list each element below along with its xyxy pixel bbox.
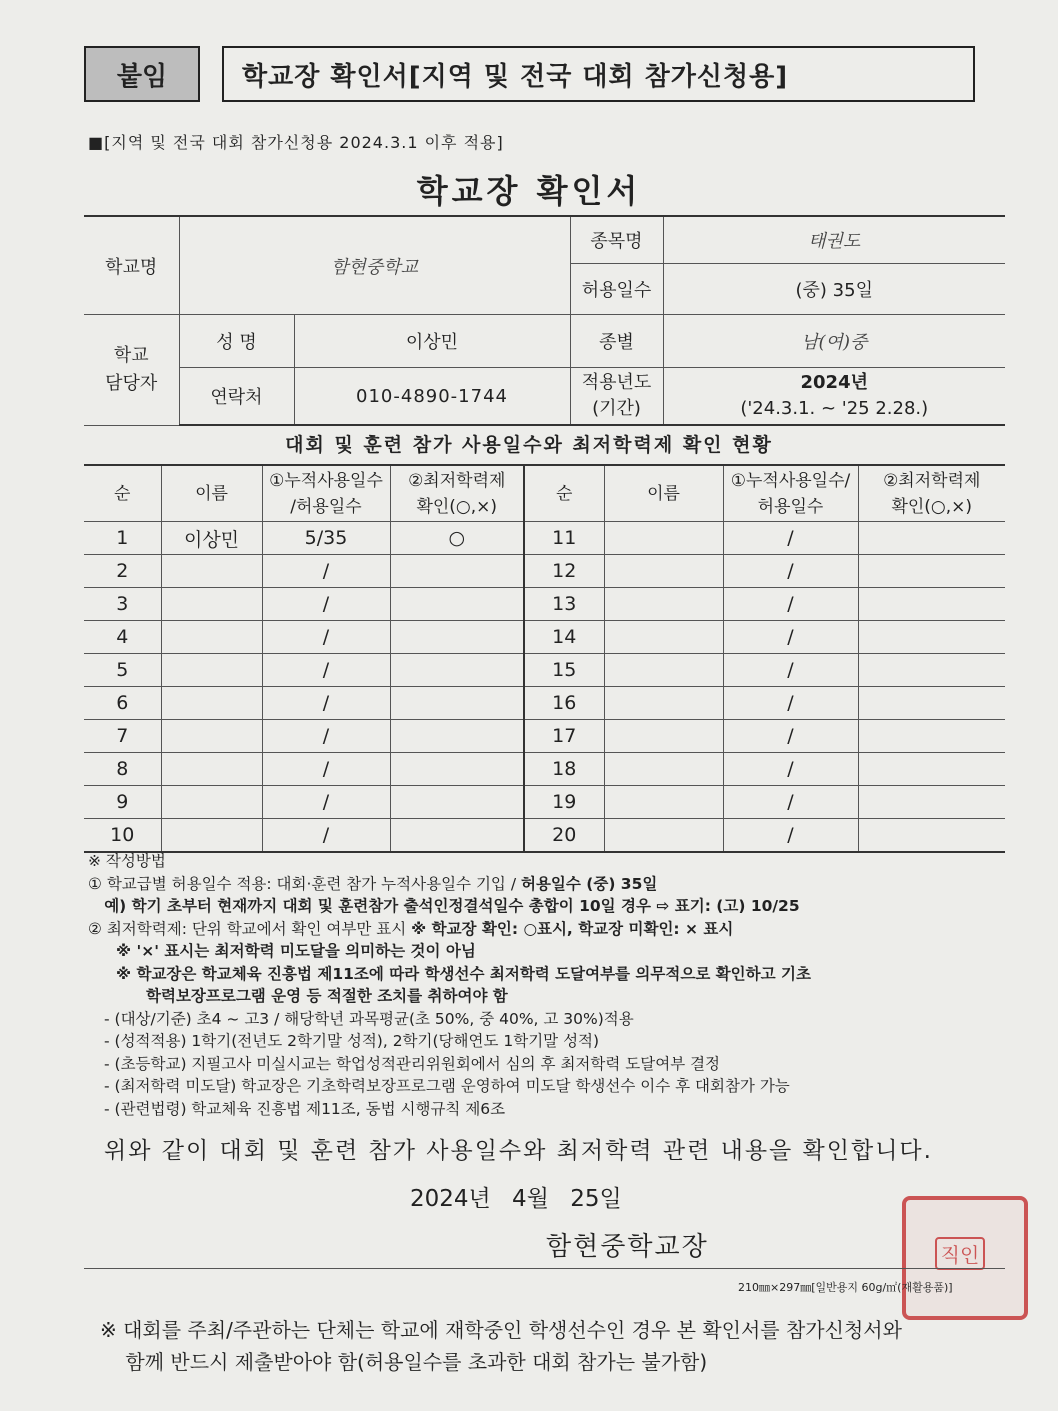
row-no: 8	[84, 753, 161, 786]
school-name-value: 함현중학교	[179, 216, 570, 315]
row-no-right: 20	[524, 819, 604, 853]
row-days: /	[262, 819, 390, 853]
row-name-right	[604, 555, 723, 588]
row-days-right: /	[723, 786, 858, 819]
row-no: 9	[84, 786, 161, 819]
col-check-right: ②최저학력제 확인(○,×)	[858, 465, 1005, 522]
sport-value: 태권도	[663, 216, 1005, 264]
detail-2: - (성적적용) 1학기(전년도 2학기말 성적), 2학기(당해연도 1학기말 성적)	[104, 1032, 600, 1050]
col-name: 이름	[161, 465, 262, 522]
manager-label: 학교 담당자	[84, 315, 179, 426]
row-check-right	[858, 819, 1005, 853]
row-name-right	[604, 588, 723, 621]
row-no-right: 19	[524, 786, 604, 819]
applicability-note: ■[지역 및 전국 대회 참가신청용 2024.3.1 이후 적용]	[88, 133, 504, 152]
school-info-table	[84, 215, 1005, 426]
row-days: /	[262, 720, 390, 753]
row-name-right	[604, 720, 723, 753]
row-no: 5	[84, 654, 161, 687]
row-check: ○	[390, 522, 524, 555]
row-no-right: 15	[524, 654, 604, 687]
row-name: 이상민	[161, 522, 262, 555]
row-check	[390, 621, 524, 654]
row-days: /	[262, 654, 390, 687]
row-no: 3	[84, 588, 161, 621]
row-days-right: /	[723, 753, 858, 786]
row-check-right	[858, 588, 1005, 621]
row-no-right: 11	[524, 522, 604, 555]
col-no-right: 순	[524, 465, 604, 522]
row-check	[390, 720, 524, 753]
row-no: 7	[84, 720, 161, 753]
col-name-right: 이름	[604, 465, 723, 522]
manager-name-label: 성 명	[179, 315, 294, 368]
row-check	[390, 786, 524, 819]
allowed-days-value: (중) 35일	[663, 264, 1005, 315]
row-days: /	[262, 786, 390, 819]
row-no: 4	[84, 621, 161, 654]
row-no: 1	[84, 522, 161, 555]
confirmation-statement: 위와 같이 대회 및 훈련 참가 사용일수와 최저학력 관련 내용을 확인합니다.	[104, 1138, 933, 1164]
document-header-title: 학교장 확인서[지역 및 전국 대회 참가신청용]	[222, 46, 975, 102]
year-value: 2024년	[800, 372, 868, 393]
row-days-right: /	[723, 621, 858, 654]
official-seal	[902, 1196, 1028, 1320]
detail-1: - (대상/기준) 초4 ~ 고3 / 해당학년 과목평균(초 50%, 중 40%, 고 30%)적용	[104, 1009, 634, 1028]
note-3: ※ '×' 표시는 최저학력 미도달을 의미하는 것이 아님	[116, 942, 476, 960]
row-check-right	[858, 687, 1005, 720]
row-check	[390, 753, 524, 786]
school-name-label: 학교명	[84, 216, 179, 315]
row-name-right	[604, 621, 723, 654]
row-name-right	[604, 522, 723, 555]
row-name	[161, 588, 262, 621]
row-no: 2	[84, 555, 161, 588]
row-name	[161, 786, 262, 819]
table-row	[84, 588, 1005, 621]
row-check-right	[858, 654, 1005, 687]
seal-label: 직인	[935, 1237, 986, 1270]
row-days-right: /	[723, 819, 858, 853]
table-row	[84, 687, 1005, 720]
row-no-right: 14	[524, 621, 604, 654]
row-check	[390, 654, 524, 687]
attachment-tag: 붙임	[84, 46, 200, 102]
row-days: /	[262, 621, 390, 654]
usage-table	[84, 464, 1005, 853]
row-check-right	[858, 621, 1005, 654]
row-check	[390, 687, 524, 720]
row-name	[161, 621, 262, 654]
row-name-right	[604, 753, 723, 786]
note-4: ※ 학교장은 학교체육 진흥법 제11조에 따라 학생선수 최저학력 도달여부를 의무적으로 확인하고 기초	[116, 964, 811, 983]
row-name	[161, 753, 262, 786]
detail-5: - (관련법령) 학교체육 진흥법 제11조, 동법 시행규칙 제6조	[104, 1099, 506, 1118]
table-row	[84, 720, 1005, 753]
year-label: 적용년도 (기간)	[570, 368, 663, 426]
row-days-right: /	[723, 720, 858, 753]
row-check-right	[858, 522, 1005, 555]
row-name	[161, 819, 262, 853]
row-name	[161, 720, 262, 753]
col-check: ②최저학력제 확인(○,×)	[390, 465, 524, 522]
sport-label: 종목명	[570, 216, 663, 264]
issue-date: 2024년 4월 25일	[410, 1186, 622, 1212]
instructions	[88, 850, 1018, 1120]
row-name-right	[604, 786, 723, 819]
row-days-right: /	[723, 654, 858, 687]
note-4-cont: 학력보장프로그램 운영 등 적절한 조치를 취하여야 함	[146, 987, 508, 1005]
row-check-right	[858, 753, 1005, 786]
note-2: ② 최저학력제: 단위 학교에서 확인 여부만 표시 ※ 학교장 확인: ○표시, 학교장 미확인: × 표시	[88, 919, 734, 938]
row-days-right: /	[723, 687, 858, 720]
row-days: /	[262, 687, 390, 720]
row-check	[390, 555, 524, 588]
row-name-right	[604, 654, 723, 687]
year-cell	[663, 368, 1005, 426]
table-row	[84, 654, 1005, 687]
detail-4: - (최저학력 미도달) 학교장은 기초학력보장프로그램 운영하여 미도달 학생선수 이수 후 대회참가 가능	[104, 1077, 790, 1095]
row-name	[161, 687, 262, 720]
row-no-right: 13	[524, 588, 604, 621]
paper-spec: 210㎜×297㎜[일반용지 60g/㎡(재활용품)]	[738, 1281, 953, 1294]
row-no-right: 12	[524, 555, 604, 588]
table-row	[84, 522, 1005, 555]
row-check-right	[858, 555, 1005, 588]
table-row	[84, 819, 1005, 853]
row-days: /	[262, 753, 390, 786]
row-no: 10	[84, 819, 161, 853]
gender-label: 종별	[570, 315, 663, 368]
contact-value: 010-4890-1744	[294, 368, 570, 426]
row-name-right	[604, 687, 723, 720]
row-days: /	[262, 555, 390, 588]
footer-note: ※ 대회를 주최/주관하는 단체는 학교에 재학중인 학생선수인 경우 본 확인서를 참가신청서와 함께 반드시 제출받아야 함(허용일수를 초과한 대회 참가는 불가함)	[100, 1318, 902, 1374]
col-days: ①누적사용일수 /허용일수	[262, 465, 390, 522]
allowed-days-label: 허용일수	[570, 264, 663, 315]
row-check	[390, 819, 524, 853]
note-1: ① 학교급별 허용일수 적용: 대회·훈련 참가 누적사용일수 기입 / 허용일수 (중) 35일	[88, 874, 658, 893]
row-no-right: 16	[524, 687, 604, 720]
row-days: 5/35	[262, 522, 390, 555]
col-days-right: ①누적사용일수/ 허용일수	[723, 465, 858, 522]
row-name	[161, 654, 262, 687]
row-days: /	[262, 588, 390, 621]
row-no: 6	[84, 687, 161, 720]
contact-label: 연락처	[179, 368, 294, 426]
row-days-right: /	[723, 522, 858, 555]
table-row	[84, 621, 1005, 654]
year-period: ('24.3.1. ~ '25 2.28.)	[740, 398, 929, 419]
row-name	[161, 555, 262, 588]
usage-table-header	[84, 465, 1005, 522]
detail-3: - (초등학교) 지필고사 미실시교는 학업성적관리위원회에서 심의 후 최저학력 도달여부 결정	[104, 1054, 721, 1073]
row-check-right	[858, 786, 1005, 819]
page-title: 학교장 확인서	[416, 172, 642, 210]
table-row	[84, 753, 1005, 786]
row-no-right: 17	[524, 720, 604, 753]
principal-signature: 함현중학교장	[546, 1232, 709, 1262]
row-days-right: /	[723, 588, 858, 621]
row-days-right: /	[723, 555, 858, 588]
col-no: 순	[84, 465, 161, 522]
manager-name-value: 이상민	[294, 315, 570, 368]
table-row	[84, 555, 1005, 588]
gender-value: 남(여)중	[663, 315, 1005, 368]
row-check	[390, 588, 524, 621]
divider	[84, 1268, 1005, 1269]
notes-heading: ※ 작성방법	[88, 852, 166, 870]
note-1-example: 예) 학기 초부터 현재까지 대회 및 훈련참가 출석인정결석일수 총합이 10일 경우 ⇨ 표기: (고) 10/25	[88, 897, 800, 915]
row-name-right	[604, 819, 723, 853]
row-no-right: 18	[524, 753, 604, 786]
table-row	[84, 786, 1005, 819]
section-title: 대회 및 훈련 참가 사용일수와 최저학력제 확인 현황	[285, 434, 773, 456]
row-check-right	[858, 720, 1005, 753]
